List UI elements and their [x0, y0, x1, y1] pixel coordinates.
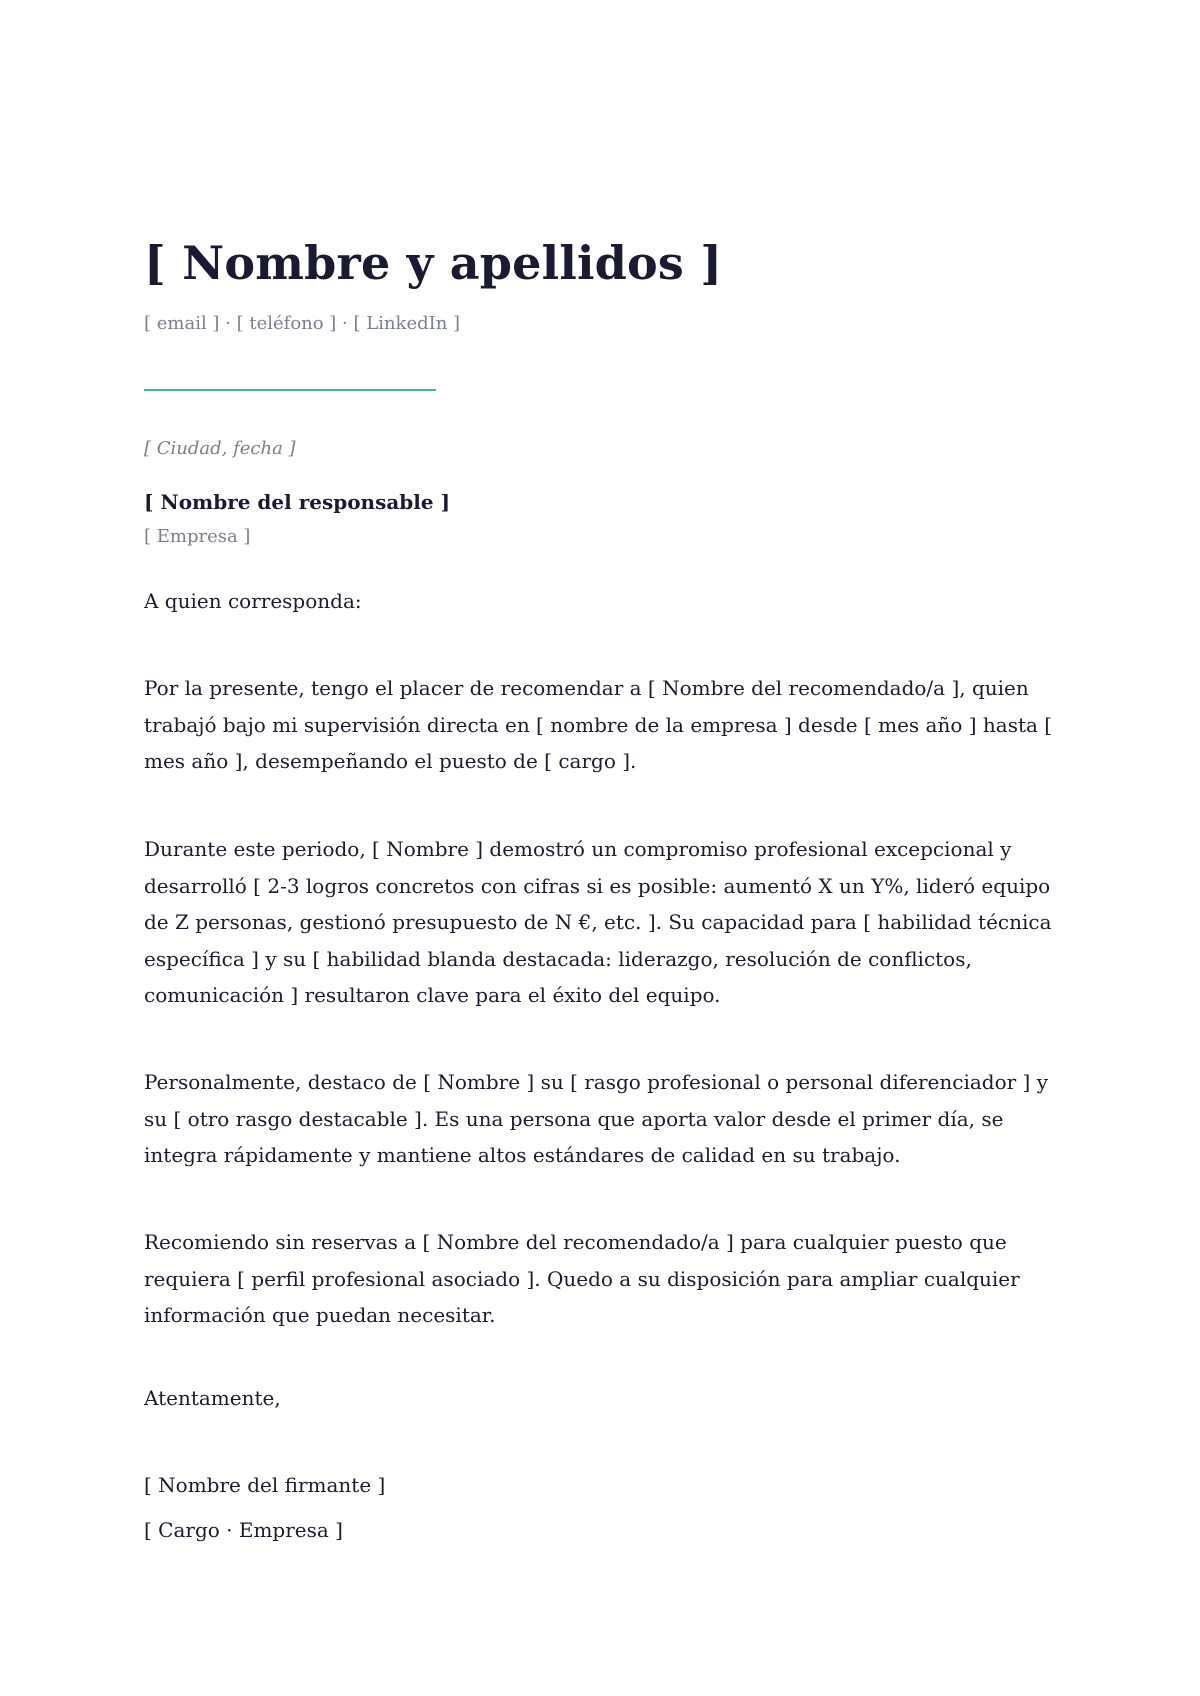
salutation: A quien corresponda: — [144, 589, 362, 613]
accent-divider — [144, 389, 436, 391]
body-paragraph-introduction: Por la presente, tengo el placer de recomendar a [ Nombre del recomendado/a ], quien trabajó bajo mi supervisión directa en [ nombre de la empresa ] desde [ mes año ] hasta [ mes año ], desempeñando el puesto de [ cargo ]. — [144, 676, 1053, 773]
body-paragraph-traits: Personalmente, destaco de [ Nombre ] su [ rasgo profesional o personal diferenciador ] y su [ otro rasgo destacable ]. Es una persona que aporta valor desde el primer día, se integra rápidamente y mantiene altos estándares de calidad en su trabajo. — [144, 1070, 1049, 1167]
signer-name: [ Nombre del firmante ] — [144, 1473, 386, 1497]
sender-contact-line: [ email ] · [ teléfono ] · [ LinkedIn ] — [144, 313, 461, 334]
sender-name-title: [ Nombre y apellidos ] — [144, 236, 723, 290]
place-date: [ Ciudad, fecha ] — [144, 438, 296, 459]
body-paragraph-recommendation: Recomiendo sin reservas a [ Nombre del recomendado/a ] para cualquier puesto que requiera [ perfil profesional asociado ]. Quedo a su disposición para ampliar cualquier información que puedan necesitar. — [144, 1230, 1020, 1327]
recipient-company: [ Empresa ] — [144, 526, 251, 547]
closing: Atentamente, — [144, 1386, 281, 1410]
body-paragraph-achievements: Durante este periodo, [ Nombre ] demostró un compromiso profesional excepcional y desarrolló [ 2-3 logros concretos con cifras si es posible: aumentó X un Y%, lideró equipo de Z personas, gestionó presupuesto de N €, etc. ]. Su capacidad para [ habilidad técnica específica ] y su [ habilidad blanda destacada: liderazgo, resolución de conflictos, comunicación ] resultaron clave para el éxito del equipo. — [144, 837, 1052, 1007]
signer-role: [ Cargo · Empresa ] — [144, 1518, 343, 1542]
recipient-name: [ Nombre del responsable ] — [144, 490, 451, 514]
